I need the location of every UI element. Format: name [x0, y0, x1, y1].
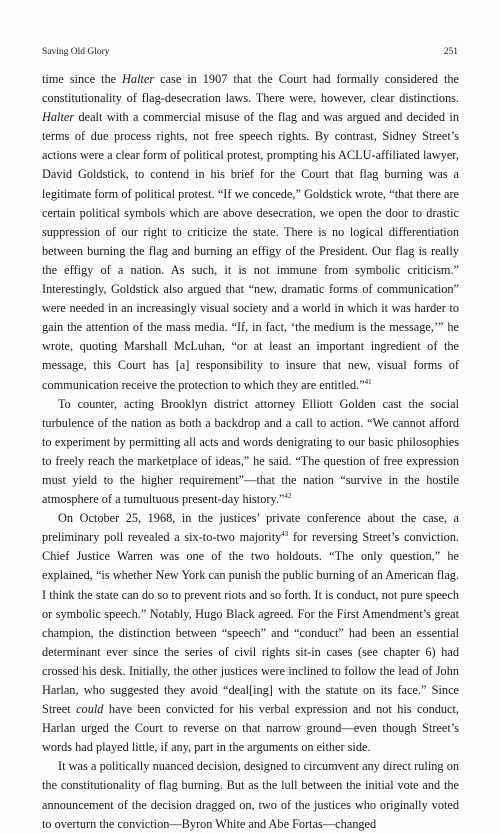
footnote-ref: 43 — [281, 530, 289, 539]
body-text — [42, 70, 459, 834]
text-run: It was a politically nuanced decision, designed to circumvent any direct ruling on the constitutionality of flag burning. But as the lull between the initial vote and the announcement of the decision dragged on, two of the justices who originally voted to overturn the conviction—Byron White and Abe Fortas—changed — [42, 759, 459, 831]
text-run: time since the — [42, 72, 123, 86]
paragraph — [42, 395, 459, 510]
case-name: Halter — [42, 110, 75, 125]
footnote-ref: 41 — [364, 377, 372, 386]
emphasis: could — [76, 702, 104, 717]
text-run: dealt with a commercial misuse of the flag and was argued and decided in terms of due process rights, not free speech rights. By contrast, Sidney Street’s actions were a clear form of political protest, prompting his ACLU-affiliated lawyer, David Goldstick, to contend in his brief for the Court that flag burning was a legitimate form of political protest. “If we concede,” Goldstick wrote, “that there are certain political symbols which are above desecration, we open the door to drastic suppression of our right to criticize the state. There is no logical differentiation between burning the flag and burning an effigy of the President. Our flag is really the effigy of a nation. As such, it is not immune from symbolic criticism.” Interestingly, Goldstick also argued that “new, dramatic forms of communication” were needed in an increasingly visual society and a world in which it was harder to gain the attention of the mass media. “If, in fact, ‘the medium is the message,’” he wrote, quoting Marshall McLuhan, “or at least an important ingredient of the message, this Court has [a] responsibility to insure that new, visual forms of communication receive the protection to which they are entitled.” — [42, 110, 459, 392]
paragraph — [42, 70, 459, 395]
text-run: case in 1907 that the Court had formally considered the constitutionality of flag-desecration laws. There were, however, clear distinctions. — [42, 72, 459, 106]
paragraph — [42, 509, 459, 757]
page-number: 251 — [443, 47, 458, 57]
text-run: for reversing Street’s conviction. Chief Justice Warren was one of the two holdouts. “The only question,” he explained, “is whether New York can punish the public burning of an American flag. I think the state can do so to prevent riots and so forth. It is conduct, not pure speech or symbolic speech.” Notably, Hugo Black agreed. For the First Amendment’s great champion, the distinction between “speech” and “conduct” had been an essential determinant ever since the series of civil rights sit-in cases (see chapter 6) had crossed his desk. Initially, the other justices were inclined to follow the lead of John Harlan, who suggested they avoid “deal[ing] with the statute on its face.” Since Street — [42, 530, 459, 717]
paragraph — [42, 757, 459, 833]
case-name: Halter — [122, 72, 155, 86]
text-run: On October 25, 1968, in the justices’ private conference about the case, a preliminary poll revealed a six-to-two majority — [42, 511, 459, 545]
running-title: Saving Old Glory — [42, 47, 110, 57]
text-run: To counter, acting Brooklyn district attorney Elliott Golden cast the social turbulence of the nation as both a backdrop and a call to action. “We cannot afford to experiment by permitting all acts and words denigrating to our basic philosophies to freely reach the marketplace of ideas,” he said. “The question of free expression must yield to the higher requirement”—that the nation “survive in the hostile atmosphere of a tumultuous present-day history.” — [42, 396, 459, 507]
running-head — [42, 47, 458, 57]
footnote-ref: 42 — [284, 491, 292, 500]
text-run: have been convicted for his verbal expression and not his conduct, Harlan urged the Court to reverse on that narrow ground—even though Street’s words had played little, if any, part in the arguments on either side. — [42, 702, 459, 755]
